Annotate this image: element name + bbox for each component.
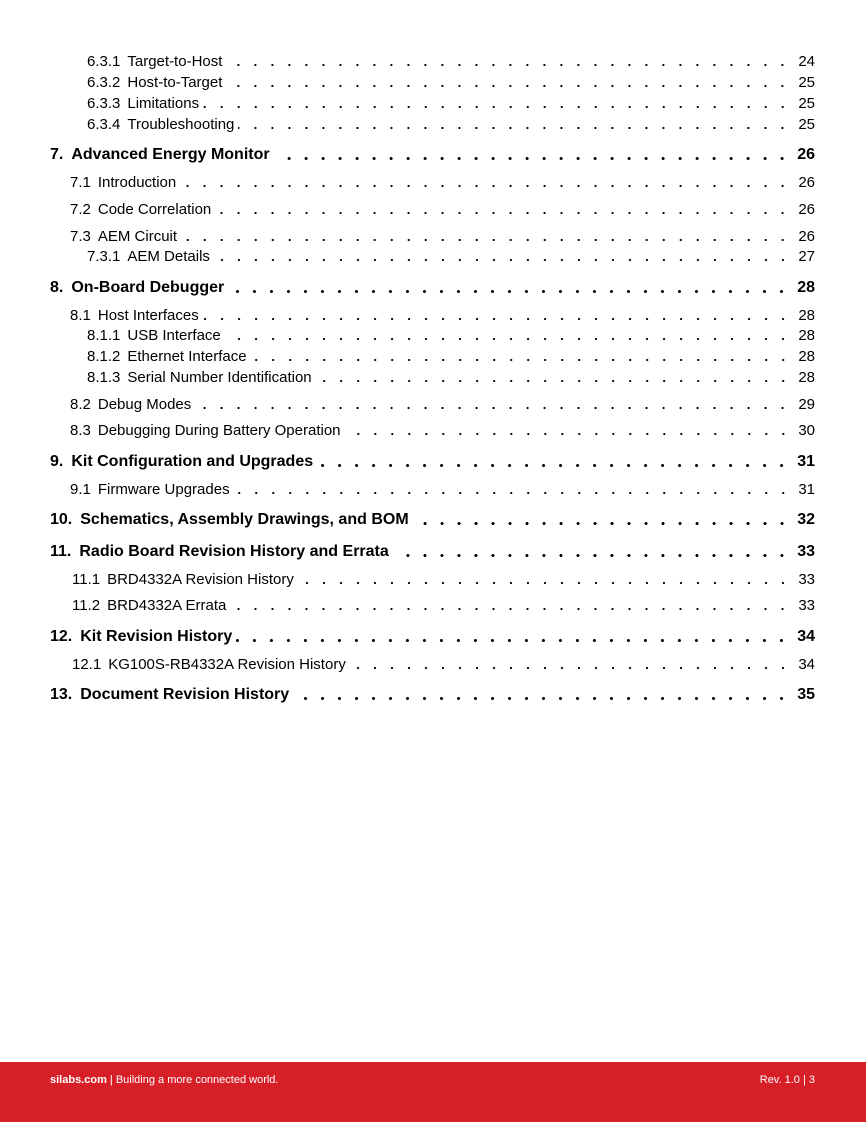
- toc-entry-7-3-1[interactable]: [0, 245, 866, 265]
- dot-leader: [251, 345, 795, 365]
- toc-entry-title: KG100S-RB4332A Revision History: [108, 656, 346, 673]
- dot-leader: [181, 225, 794, 245]
- toc-entry-number: 8.3: [70, 422, 91, 439]
- toc-entry-title: BRD4332A Errata: [107, 597, 227, 614]
- toc-entry-title: Advanced Energy Monitor: [71, 146, 270, 163]
- toc-entry-number: 12.: [50, 628, 73, 645]
- toc-entry-8-3[interactable]: [0, 419, 866, 439]
- toc-entry-page: 30: [798, 422, 815, 439]
- toc-entry-number: 13.: [50, 686, 73, 703]
- toc-entry-page: 27: [798, 248, 815, 265]
- toc-entry-9-1[interactable]: [0, 478, 866, 498]
- toc-entry-6-3-2[interactable]: [0, 71, 866, 91]
- toc-entry-page: 24: [798, 53, 815, 70]
- page-footer: [0, 1062, 866, 1122]
- toc-entry-7-1[interactable]: [0, 171, 866, 191]
- toc-entry-page: 32: [797, 511, 815, 528]
- toc-entry-page: 26: [798, 174, 815, 191]
- footer-revision: Rev. 1.0 | 3: [759, 1074, 815, 1086]
- dot-leader: [393, 541, 793, 561]
- toc-entry-page: 28: [798, 348, 815, 365]
- footer-site-link[interactable]: silabs.com: [50, 1074, 107, 1086]
- toc-entry-7[interactable]: [0, 144, 866, 164]
- toc-entry-title: Firmware Upgrades: [97, 481, 230, 498]
- toc-entry-8-1[interactable]: [0, 304, 866, 324]
- dot-leader: [226, 71, 794, 91]
- dot-leader: [274, 144, 794, 164]
- toc-entry-number: 9.1: [70, 481, 91, 498]
- toc-entry-title: Debugging During Battery Operation: [97, 422, 341, 439]
- toc-entry-page: 26: [798, 228, 815, 245]
- dot-leader: [228, 277, 793, 297]
- toc-entry-11-2[interactable]: [0, 594, 866, 614]
- toc-entry-number: 11.1: [72, 571, 101, 588]
- toc-entry-title: Host Interfaces: [97, 307, 199, 324]
- toc-entry-page: 25: [798, 116, 815, 133]
- toc-entry-title: Limitations: [127, 95, 200, 112]
- toc-entry-7-2[interactable]: [0, 198, 866, 218]
- toc-entry-8-2[interactable]: [0, 393, 866, 413]
- toc-entry-title: AEM Details: [127, 248, 210, 265]
- dot-leader: [413, 509, 794, 529]
- dot-leader: [316, 366, 795, 386]
- toc-entry-page: 26: [798, 201, 815, 218]
- toc-entry-page: 25: [798, 74, 815, 91]
- dot-leader: [345, 419, 795, 439]
- toc-entry-title: Serial Number Identification: [127, 369, 312, 386]
- toc-entry-8-1-1[interactable]: [0, 324, 866, 344]
- toc-entry-12[interactable]: [0, 626, 866, 646]
- toc-entry-title: Document Revision History: [80, 686, 290, 703]
- dot-leader: [350, 653, 794, 673]
- toc-entry-11-1[interactable]: [0, 568, 866, 588]
- toc-entry-page: 33: [797, 543, 815, 560]
- toc-entry-number: 11.: [50, 543, 72, 560]
- toc-entry-page: 34: [798, 656, 815, 673]
- toc-entry-title: BRD4332A Revision History: [107, 571, 294, 588]
- toc-entry-page: 26: [797, 146, 815, 163]
- dot-leader: [214, 245, 794, 265]
- toc-entry-title: Troubleshooting: [127, 116, 235, 133]
- toc-entry-title: Target-to-Host: [127, 53, 223, 70]
- toc-entry-10[interactable]: [0, 509, 866, 529]
- toc-entry-title: Introduction: [97, 174, 177, 191]
- toc-entry-number: 11.2: [72, 597, 101, 614]
- toc-entry-page: 28: [798, 327, 815, 344]
- toc-entry-title: Radio Board Revision History and Errata: [79, 543, 389, 560]
- dot-leader: [236, 626, 793, 646]
- toc-entry-7-3[interactable]: [0, 225, 866, 245]
- toc-entry-number: 8.: [50, 279, 64, 296]
- dot-leader: [234, 478, 795, 498]
- toc-entry-page: 34: [797, 628, 815, 645]
- toc-entry-number: 7.1: [70, 174, 91, 191]
- toc-entry-number: 9.: [50, 453, 64, 470]
- toc-entry-page: 31: [798, 481, 815, 498]
- toc-entry-number: 7.3: [70, 228, 91, 245]
- toc-entry-number: 7.: [50, 146, 64, 163]
- toc-entry-number: 6.3.1: [87, 53, 121, 70]
- footer-tagline-text: | Building a more connected world.: [106, 1074, 279, 1086]
- toc-entry-9[interactable]: [0, 451, 866, 471]
- dot-leader: [195, 393, 794, 413]
- toc-entry-number: 8.1.2: [87, 348, 121, 365]
- dot-leader: [298, 568, 794, 588]
- toc-entry-title: Code Correlation: [97, 201, 212, 218]
- toc-entry-page: 35: [797, 686, 815, 703]
- dot-leader: [203, 92, 794, 112]
- toc-entry-page: 25: [798, 95, 815, 112]
- dot-leader: [180, 171, 794, 191]
- dot-leader: [230, 594, 794, 614]
- toc-entry-page: 28: [798, 307, 815, 324]
- toc-entry-number: 7.2: [70, 201, 91, 218]
- dot-leader: [226, 50, 794, 70]
- toc-entry-title: Host-to-Target: [127, 74, 223, 91]
- toc-entry-page: 28: [797, 279, 815, 296]
- toc-entry-title: USB Interface: [127, 327, 221, 344]
- dot-leader: [293, 684, 793, 704]
- toc-entry-title: Kit Configuration and Upgrades: [71, 453, 314, 470]
- toc-entry-number: 8.2: [70, 396, 91, 413]
- toc-entry-6-3-4[interactable]: [0, 113, 866, 133]
- toc-entry-8[interactable]: [0, 277, 866, 297]
- toc-entry-page: 33: [798, 597, 815, 614]
- toc-entry-number: 8.1: [70, 307, 91, 324]
- toc-entry-6-3-1[interactable]: [0, 50, 866, 70]
- dot-leader: [203, 304, 795, 324]
- toc-entry-number: 6.3.3: [87, 95, 121, 112]
- toc-entry-6-3-3[interactable]: [0, 92, 866, 112]
- toc-entry-11[interactable]: [0, 541, 866, 561]
- toc-entry-13[interactable]: [0, 684, 866, 704]
- toc-entry-page: 33: [798, 571, 815, 588]
- toc-entry-page: 29: [798, 396, 815, 413]
- dot-leader: [225, 324, 795, 344]
- toc-entry-title: On-Board Debugger: [71, 279, 225, 296]
- dot-leader: [317, 451, 793, 471]
- toc-entry-page: 31: [797, 453, 815, 470]
- toc-entry-title: Ethernet Interface: [127, 348, 247, 365]
- toc-entry-number: 6.3.2: [87, 74, 121, 91]
- toc-entry-8-1-3[interactable]: [0, 366, 866, 386]
- toc-entry-title: Kit Revision History: [80, 628, 233, 645]
- toc-entry-number: 8.1.3: [87, 369, 121, 386]
- toc-entry-title: AEM Circuit: [97, 228, 178, 245]
- toc-entry-8-1-2[interactable]: [0, 345, 866, 365]
- toc-entry-page: 28: [798, 369, 815, 386]
- toc-entry-number: 12.1: [72, 656, 102, 673]
- dot-leader: [238, 113, 794, 133]
- toc-entry-number: 8.1.1: [87, 327, 121, 344]
- toc-entry-number: 6.3.4: [87, 116, 121, 133]
- toc-entry-title: Schematics, Assembly Drawings, and BOM: [80, 511, 409, 528]
- dot-leader: [215, 198, 794, 218]
- toc-entry-number: 7.3.1: [87, 248, 121, 265]
- toc-entry-12-1[interactable]: [0, 653, 866, 673]
- footer-tagline: [50, 1074, 278, 1086]
- toc-entry-number: 10.: [50, 511, 73, 528]
- toc-entry-title: Debug Modes: [97, 396, 192, 413]
